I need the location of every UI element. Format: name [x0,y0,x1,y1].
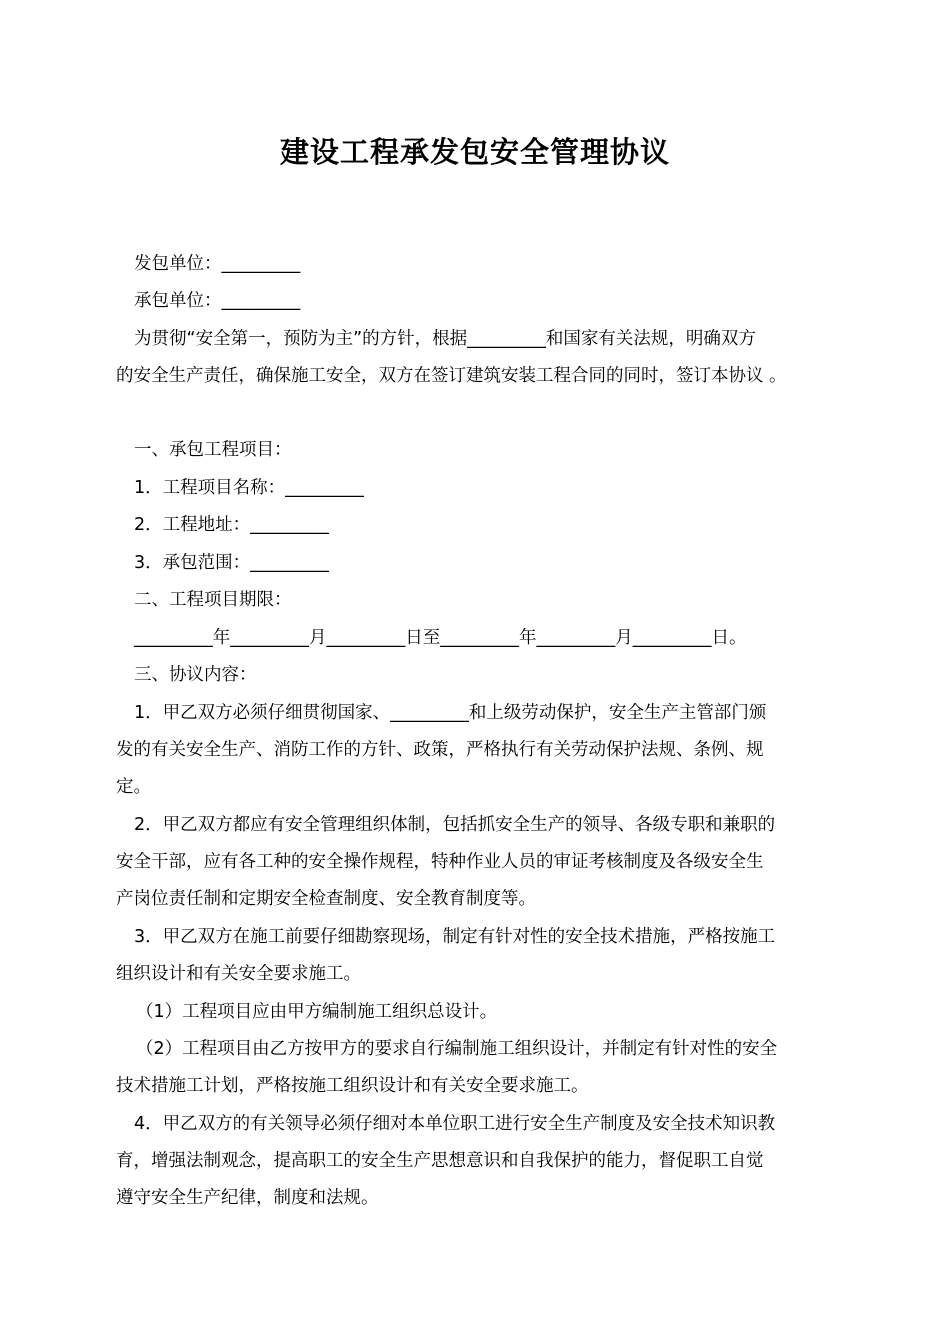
project-name-line: 1．工程项目名称：_________ [134,478,364,498]
party-a-line: 发包单位：_________ [134,254,301,274]
clause-3-sub-2-line-2: 技术措施工计划，严格按施工组织设计和有关安全要求施工。 [116,1076,589,1096]
clause-2-line-2: 安全干部，应有各工种的安全操作规程，特种作业人员的审证考核制度及各级安全生 [116,852,764,872]
project-scope-line: 3．承包范围：_________ [134,553,329,573]
clause-3-sub-1: （1）工程项目应由甲方编制施工组织总设计。 [136,1002,498,1022]
clause-1-line-2: 发的有关安全生产、消防工作的方针、政策，严格执行有关劳动保护法规、条例、规 [116,740,764,760]
clause-1-line-3: 定。 [116,777,151,797]
project-address-line: 2．工程地址：_________ [134,515,329,535]
section-3-heading: 三、协议内容： [134,665,257,685]
section-1-heading: 一、承包工程项目： [134,440,292,460]
clause-3-line-2: 组织设计和有关安全要求施工。 [116,964,361,984]
clause-3-line-1: 3．甲乙双方在施工前要仔细勘察现场，制定有针对性的安全技术措施，严格按施工 [134,927,776,947]
project-period-line: _________年_________月_________日至_________年_________月_________日。 [134,628,747,648]
clause-2-line-3: 产岗位责任制和定期安全检查制度、安全教育制度等。 [116,889,536,909]
clause-4-line-1: 4．甲乙双方的有关领导必须仔细对本单位职工进行安全生产制度及安全技术知识教 [134,1114,776,1134]
clause-4-line-3: 遵守安全生产纪律，制度和法规。 [116,1188,379,1208]
preamble-line-1: 为贯彻“安全第一，预防为主”的方针，根据_________和国家有关法规，明确双方 [134,329,756,349]
clause-4-line-2: 育，增强法制观念，提高职工的安全生产思想意识和自我保护的能力，督促职工自觉 [116,1151,764,1171]
clause-2-line-1: 2．甲乙双方都应有安全管理组织体制，包括抓安全生产的领导、各级专职和兼职的 [134,815,776,835]
preamble-line-2: 的安全生产责任，确保施工安全，双方在签订建筑安装工程合同的同时，签订本协议 。 [116,366,787,386]
clause-1-line-1: 1．甲乙双方必须仔细贯彻国家、_________和上级劳动保护，安全生产主管部门颁 [134,703,767,723]
section-2-heading: 二、工程项目期限： [134,590,292,610]
party-b-line: 承包单位：_________ [134,291,301,311]
document-title: 建设工程承发包安全管理协议 [279,135,670,169]
clause-3-sub-2-line-1: （2）工程项目由乙方按甲方的要求自行编制施工组织设计，并制定有针对性的安全 [136,1039,778,1059]
